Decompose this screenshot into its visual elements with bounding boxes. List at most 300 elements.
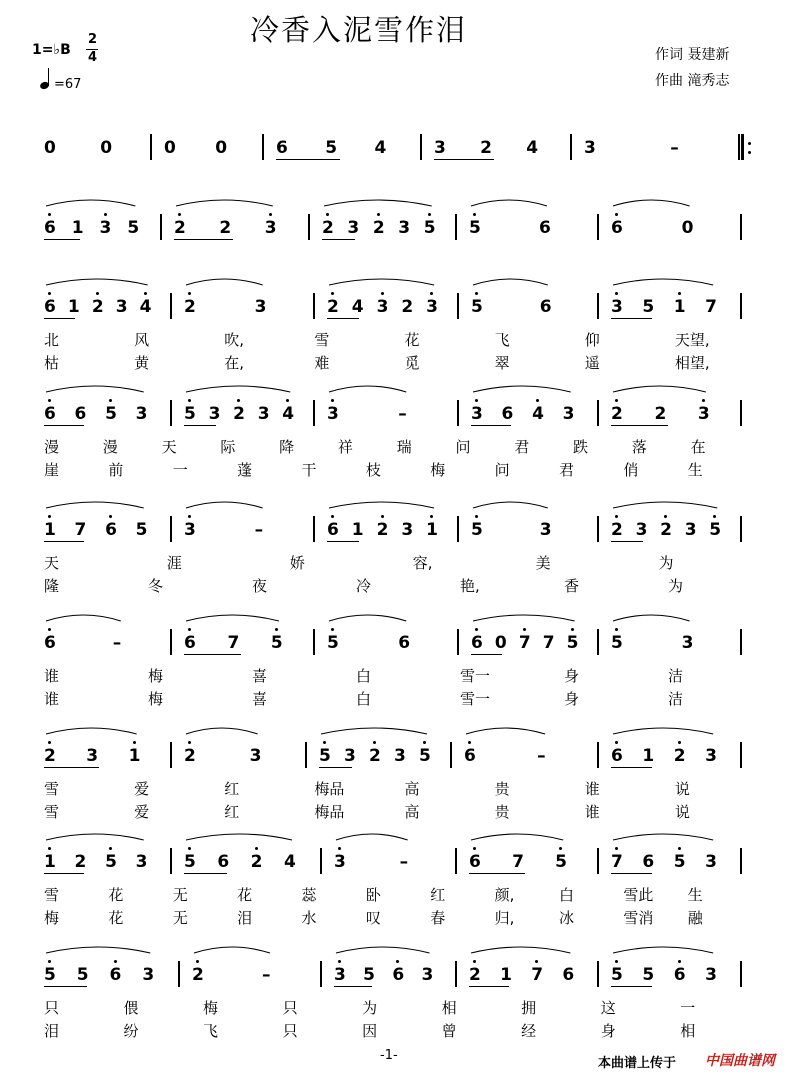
lyric-syllable: 雪 bbox=[44, 780, 60, 798]
note: 3 bbox=[344, 746, 356, 766]
lyric-syllable: 干 bbox=[301, 461, 317, 479]
note: 2 bbox=[250, 852, 263, 872]
note: 6 bbox=[469, 852, 481, 872]
lyric-syllable: 梅 bbox=[148, 690, 164, 708]
note: – bbox=[112, 633, 122, 653]
lyric-syllable: 落 bbox=[631, 438, 647, 456]
lyric-syllable: 为 bbox=[668, 577, 684, 595]
slur bbox=[613, 200, 690, 206]
note: 3 bbox=[142, 965, 155, 985]
note: 2 bbox=[376, 520, 389, 540]
lyric-syllable: 俏 bbox=[623, 461, 639, 479]
lyric-syllable: 说 bbox=[674, 803, 690, 821]
lyric-syllable: 白 bbox=[356, 667, 372, 685]
lyric-syllable: 归, bbox=[494, 909, 515, 927]
note: 6 bbox=[74, 404, 87, 424]
note: 6 bbox=[44, 218, 56, 238]
note: 6 bbox=[562, 965, 575, 985]
slur bbox=[46, 834, 144, 840]
lyric-syllable: 问 bbox=[455, 438, 471, 456]
note: 6 bbox=[471, 633, 483, 653]
note: – bbox=[399, 852, 409, 872]
note: 1 bbox=[71, 218, 84, 238]
time-signature-bottom: 4 bbox=[88, 50, 98, 65]
slur bbox=[194, 947, 270, 953]
slur bbox=[186, 386, 290, 392]
note: 4 bbox=[351, 297, 364, 317]
lyric-syllable: 冬 bbox=[148, 577, 164, 595]
composer-credit: 作曲 滝秀志 bbox=[655, 73, 730, 89]
note: 3 bbox=[611, 297, 623, 317]
lyric-syllable: 花 bbox=[404, 331, 420, 349]
note: 5 bbox=[270, 633, 283, 653]
note: 5 bbox=[105, 852, 117, 872]
lyric-syllable: 跌 bbox=[573, 438, 589, 456]
slur bbox=[186, 502, 263, 508]
note: 1 bbox=[351, 520, 364, 540]
lyric-syllable: 娇 bbox=[289, 554, 305, 572]
note: 1 bbox=[44, 520, 56, 540]
note: 3 bbox=[327, 404, 339, 424]
note: 6 bbox=[217, 852, 230, 872]
note: 3 bbox=[562, 404, 575, 424]
note: 5 bbox=[673, 852, 686, 872]
note: 7 bbox=[705, 297, 717, 317]
note: 3 bbox=[135, 852, 148, 872]
note: 2 bbox=[74, 852, 87, 872]
lyric-syllable: 身 bbox=[600, 1022, 616, 1040]
note: – bbox=[262, 965, 271, 985]
lyric-syllable: 觅 bbox=[404, 354, 420, 372]
lyric-syllable: 容, bbox=[412, 554, 433, 572]
lyric-syllable: 隆 bbox=[44, 577, 60, 595]
slur bbox=[466, 728, 545, 734]
lyric-syllable: 泪 bbox=[237, 909, 253, 927]
lyric-syllable: 高 bbox=[404, 780, 420, 798]
lyric-syllable: 仰 bbox=[584, 331, 600, 349]
lyric-syllable: 谁 bbox=[584, 803, 600, 821]
note: 2 bbox=[184, 297, 196, 317]
lyric-syllable: 纷 bbox=[123, 1022, 139, 1040]
lyric-syllable: 黄 bbox=[134, 354, 150, 372]
lyric-syllable: 喜 bbox=[252, 667, 268, 685]
lyric-syllable: 偎 bbox=[123, 999, 139, 1017]
lyric-syllable: 谁 bbox=[584, 780, 600, 798]
note: 4 bbox=[374, 138, 387, 158]
note: 3 bbox=[257, 404, 270, 424]
note: 3 bbox=[584, 138, 596, 158]
lyric-syllable: 雪 bbox=[44, 803, 60, 821]
note: – bbox=[398, 404, 407, 424]
note: 2 bbox=[611, 520, 623, 540]
lyric-syllable: 这 bbox=[600, 999, 616, 1017]
lyric-syllable: 泪 bbox=[44, 1022, 60, 1040]
lyric-syllable: 难 bbox=[314, 354, 330, 372]
lyric-syllable: 飞 bbox=[494, 331, 510, 349]
note: 3 bbox=[208, 404, 221, 424]
lyric-syllable: 祥 bbox=[337, 438, 353, 456]
note: 7 bbox=[611, 852, 623, 872]
lyric-syllable: 无 bbox=[172, 909, 188, 927]
note: 5 bbox=[184, 852, 196, 872]
lyric-syllable: 爱 bbox=[134, 803, 150, 821]
lyric-syllable: 一 bbox=[172, 461, 188, 479]
lyric-syllable: 生 bbox=[687, 886, 703, 904]
lyric-syllable: 君 bbox=[559, 461, 575, 479]
slur bbox=[336, 947, 430, 953]
lyric-syllable: 君 bbox=[514, 438, 530, 456]
slur bbox=[46, 279, 148, 285]
note: 4 bbox=[284, 852, 296, 872]
note: 5 bbox=[611, 965, 623, 985]
note: 5 bbox=[471, 297, 483, 317]
note: 2 bbox=[469, 965, 481, 985]
lyric-syllable: 生 bbox=[687, 461, 703, 479]
slur bbox=[46, 386, 144, 392]
note: 2 bbox=[233, 404, 245, 424]
note: 1 bbox=[673, 297, 686, 317]
lyric-syllable: 雪一 bbox=[460, 667, 491, 685]
note: 1 bbox=[642, 746, 655, 766]
note: 6 bbox=[392, 965, 405, 985]
note: 2 bbox=[219, 218, 232, 238]
note: 1 bbox=[67, 297, 80, 317]
lyric-syllable: 风 bbox=[134, 331, 150, 349]
note: 5 bbox=[642, 965, 655, 985]
note: 5 bbox=[471, 520, 483, 540]
slur bbox=[473, 386, 571, 392]
note: 4 bbox=[282, 404, 295, 424]
lyric-syllable: 梅 bbox=[44, 909, 60, 927]
lyric-syllable: 白 bbox=[559, 886, 575, 904]
note: 2 bbox=[327, 297, 339, 317]
note: 6 bbox=[464, 746, 476, 766]
upload-note: 本曲谱上传于 bbox=[598, 1056, 677, 1071]
lyric-syllable: 雪 bbox=[44, 886, 60, 904]
lyric-syllable: 相 bbox=[680, 1022, 696, 1040]
lyric-syllable: 问 bbox=[494, 461, 510, 479]
lyric-syllable: 梅 bbox=[148, 667, 164, 685]
lyric-syllable: 涯 bbox=[166, 554, 182, 572]
note: 6 bbox=[105, 520, 117, 540]
lyric-syllable: 天 bbox=[44, 554, 60, 572]
lyric-syllable: 天望, bbox=[674, 331, 710, 349]
slur bbox=[329, 279, 434, 285]
lyric-syllable: 艳, bbox=[460, 577, 480, 595]
note: 6 bbox=[642, 852, 655, 872]
note: 6 bbox=[276, 138, 288, 158]
note: 5 bbox=[325, 138, 338, 158]
note: 5 bbox=[319, 746, 331, 766]
slur bbox=[46, 502, 144, 508]
slur bbox=[329, 615, 406, 621]
slur bbox=[46, 200, 135, 206]
lyric-syllable: 梅 bbox=[203, 999, 219, 1017]
lyric-syllable: 因 bbox=[362, 1022, 378, 1040]
slur bbox=[46, 728, 137, 734]
note: 3 bbox=[705, 965, 717, 985]
note: 3 bbox=[471, 404, 483, 424]
note: 2 bbox=[184, 746, 196, 766]
lyric-syllable: 喜 bbox=[252, 690, 268, 708]
note: 1 bbox=[44, 852, 56, 872]
note: 2 bbox=[372, 218, 385, 238]
lyric-syllable: 漫 bbox=[44, 438, 60, 456]
slur bbox=[613, 615, 690, 621]
note: 3 bbox=[394, 746, 406, 766]
slur bbox=[473, 615, 575, 621]
note: 7 bbox=[512, 852, 524, 872]
slur bbox=[329, 502, 434, 508]
lyric-syllable: 在, bbox=[224, 354, 245, 372]
lyric-syllable: 翠 bbox=[494, 354, 510, 372]
slur bbox=[471, 200, 547, 206]
note: – bbox=[254, 520, 264, 540]
note: 5 bbox=[469, 218, 481, 238]
lyric-syllable: 天 bbox=[161, 438, 177, 456]
slur bbox=[321, 728, 427, 734]
lyric-syllable: 只 bbox=[282, 999, 298, 1017]
note: 5 bbox=[127, 218, 140, 238]
lyric-syllable: 叹 bbox=[365, 909, 381, 927]
note: 3 bbox=[334, 852, 346, 872]
note: 2 bbox=[174, 218, 186, 238]
slur bbox=[176, 200, 273, 206]
note: 3 bbox=[347, 218, 360, 238]
lyric-syllable: 颜, bbox=[494, 886, 515, 904]
slur bbox=[186, 834, 292, 840]
note: 1 bbox=[426, 520, 438, 540]
note: 5 bbox=[555, 852, 567, 872]
note: 6 bbox=[184, 633, 196, 653]
note: 3 bbox=[705, 746, 717, 766]
lyric-syllable: 白 bbox=[356, 690, 372, 708]
note: – bbox=[537, 746, 546, 766]
slur bbox=[186, 728, 258, 734]
lyric-syllable: 曾 bbox=[441, 1022, 457, 1040]
slur bbox=[613, 279, 713, 285]
note: 3 bbox=[115, 297, 128, 317]
note: 5 bbox=[184, 404, 196, 424]
lyric-syllable: 在 bbox=[690, 438, 706, 456]
lyric-syllable: 经 bbox=[521, 1022, 537, 1040]
lyric-syllable: 雪一 bbox=[460, 690, 491, 708]
lyric-syllable: 花 bbox=[108, 909, 124, 927]
slur bbox=[46, 615, 121, 621]
lyric-syllable: 崖 bbox=[44, 461, 60, 479]
note: 3 bbox=[249, 746, 262, 766]
lyric-syllable: 洁 bbox=[668, 690, 684, 708]
lyric-syllable: 花 bbox=[108, 886, 124, 904]
note: 7 bbox=[227, 633, 240, 653]
note: 5 bbox=[611, 633, 623, 653]
lyric-syllable: 雪消 bbox=[623, 909, 654, 927]
note: 3 bbox=[86, 746, 99, 766]
note: 5 bbox=[709, 520, 722, 540]
slur bbox=[473, 502, 548, 508]
lyric-syllable: 身 bbox=[564, 667, 580, 685]
lyric-syllable: 前 bbox=[108, 461, 124, 479]
note: 5 bbox=[566, 633, 579, 653]
note: 6 bbox=[539, 218, 551, 238]
note: 3 bbox=[426, 297, 438, 317]
lyric-syllable: 枯 bbox=[44, 354, 60, 372]
page-number: -1- bbox=[380, 1048, 398, 1063]
lyric-syllable: 枝 bbox=[365, 461, 381, 479]
lyric-syllable: 为 bbox=[658, 554, 674, 572]
lyric-syllable: 相望, bbox=[674, 354, 710, 372]
lyric-syllable: 贵 bbox=[494, 803, 510, 821]
note: 3 bbox=[684, 520, 697, 540]
note: 3 bbox=[705, 852, 717, 872]
lyric-syllable: 雪 bbox=[314, 331, 330, 349]
lyric-syllable: 际 bbox=[220, 438, 236, 456]
note: 2 bbox=[369, 746, 381, 766]
note: 3 bbox=[539, 520, 552, 540]
note: 5 bbox=[76, 965, 89, 985]
lyric-syllable: 雪此 bbox=[623, 886, 654, 904]
note: 6 bbox=[44, 297, 56, 317]
note: 3 bbox=[184, 520, 196, 540]
note: 4 bbox=[139, 297, 152, 317]
note: 5 bbox=[423, 218, 436, 238]
lyric-syllable: 卧 bbox=[365, 886, 381, 904]
lyric-syllable: 说 bbox=[674, 780, 690, 798]
note: 2 bbox=[660, 520, 672, 540]
song-title: 冷香入泥雪作泪 bbox=[250, 13, 468, 47]
slur bbox=[186, 615, 279, 621]
lyric-syllable: 洁 bbox=[668, 667, 684, 685]
note: 3 bbox=[99, 218, 112, 238]
lyric-syllable: 贵 bbox=[494, 780, 510, 798]
slur bbox=[473, 279, 548, 285]
note: 4 bbox=[532, 404, 544, 424]
note: 0 bbox=[164, 138, 176, 158]
lyric-syllable: 谁 bbox=[44, 690, 60, 708]
note: 6 bbox=[398, 633, 411, 653]
slur bbox=[324, 200, 432, 206]
lyric-syllable: 梅品 bbox=[314, 780, 345, 798]
note: 3 bbox=[398, 218, 411, 238]
note: 2 bbox=[91, 297, 104, 317]
slur bbox=[186, 279, 263, 285]
note: 3 bbox=[421, 965, 434, 985]
note: 6 bbox=[501, 404, 514, 424]
lyric-syllable: 美 bbox=[535, 554, 551, 572]
note: 6 bbox=[44, 404, 56, 424]
note: 5 bbox=[642, 297, 655, 317]
lyric-syllable: 水 bbox=[301, 909, 317, 927]
note: 3 bbox=[401, 520, 414, 540]
note: 6 bbox=[109, 965, 122, 985]
note: 2 bbox=[401, 297, 414, 317]
note: 2 bbox=[480, 138, 492, 158]
note: 5 bbox=[363, 965, 375, 985]
lyric-syllable: 只 bbox=[44, 999, 60, 1017]
note: 1 bbox=[128, 746, 141, 766]
note: 7 bbox=[74, 520, 87, 540]
lyric-syllable: 一 bbox=[680, 999, 696, 1017]
note: 0 bbox=[681, 218, 694, 238]
lyric-syllable: 融 bbox=[687, 909, 703, 927]
note: 2 bbox=[44, 746, 56, 766]
note: 2 bbox=[673, 746, 686, 766]
note: 0 bbox=[100, 138, 113, 158]
note: 3 bbox=[334, 965, 346, 985]
note: 7 bbox=[542, 633, 555, 653]
slur bbox=[336, 834, 408, 840]
slur bbox=[471, 947, 570, 953]
note: 2 bbox=[654, 404, 667, 424]
note: 2 bbox=[611, 404, 623, 424]
note: 3 bbox=[135, 404, 148, 424]
slur bbox=[613, 834, 713, 840]
lyric-syllable: 相 bbox=[441, 999, 457, 1017]
lyricist-credit: 作词 聂建新 bbox=[655, 47, 730, 63]
lyric-syllable: 梅 bbox=[430, 461, 446, 479]
note: 0 bbox=[215, 138, 228, 158]
note: 7 bbox=[531, 965, 544, 985]
lyric-syllable: 降 bbox=[279, 438, 295, 456]
note: – bbox=[670, 138, 679, 158]
slur bbox=[613, 947, 713, 953]
note: 5 bbox=[105, 404, 117, 424]
note: 5 bbox=[327, 633, 339, 653]
slur bbox=[46, 947, 150, 953]
note: 3 bbox=[681, 633, 694, 653]
note: 5 bbox=[419, 746, 431, 766]
lyric-syllable: 谁 bbox=[44, 667, 60, 685]
lyric-syllable: 遥 bbox=[584, 354, 600, 372]
note: 6 bbox=[611, 218, 623, 238]
lyric-syllable: 爱 bbox=[134, 780, 150, 798]
slur bbox=[613, 502, 717, 508]
note: 4 bbox=[526, 138, 539, 158]
lyric-syllable: 梅品 bbox=[314, 803, 345, 821]
lyric-syllable: 红 bbox=[224, 803, 240, 821]
note: 3 bbox=[376, 297, 389, 317]
note: 3 bbox=[264, 218, 277, 238]
note: 2 bbox=[322, 218, 334, 238]
lyric-syllable: 冷 bbox=[356, 577, 372, 595]
note: 6 bbox=[327, 520, 339, 540]
note: 0 bbox=[494, 633, 507, 653]
note: 3 bbox=[434, 138, 446, 158]
lyric-syllable: 春 bbox=[430, 909, 446, 927]
lyric-syllable: 夜 bbox=[252, 577, 268, 595]
lyric-syllable: 红 bbox=[224, 780, 240, 798]
slur bbox=[329, 386, 406, 392]
note: 6 bbox=[44, 633, 56, 653]
note: 5 bbox=[44, 965, 56, 985]
note: 3 bbox=[254, 297, 267, 317]
time-signature-top: 2 bbox=[88, 32, 98, 47]
lyric-syllable: 为 bbox=[362, 999, 378, 1017]
note: 6 bbox=[673, 965, 686, 985]
lyric-syllable: 吹, bbox=[224, 331, 245, 349]
lyric-syllable: 瑞 bbox=[396, 438, 412, 456]
note: 1 bbox=[500, 965, 512, 985]
lyric-syllable: 拥 bbox=[521, 999, 537, 1017]
lyric-syllable: 冰 bbox=[559, 909, 575, 927]
note: 6 bbox=[611, 746, 623, 766]
lyric-syllable: 香 bbox=[564, 577, 580, 595]
lyric-syllable: 北 bbox=[44, 331, 60, 349]
lyric-syllable: 花 bbox=[237, 886, 253, 904]
lyric-syllable: 高 bbox=[404, 803, 420, 821]
note: 5 bbox=[135, 520, 148, 540]
note: 3 bbox=[697, 404, 710, 424]
